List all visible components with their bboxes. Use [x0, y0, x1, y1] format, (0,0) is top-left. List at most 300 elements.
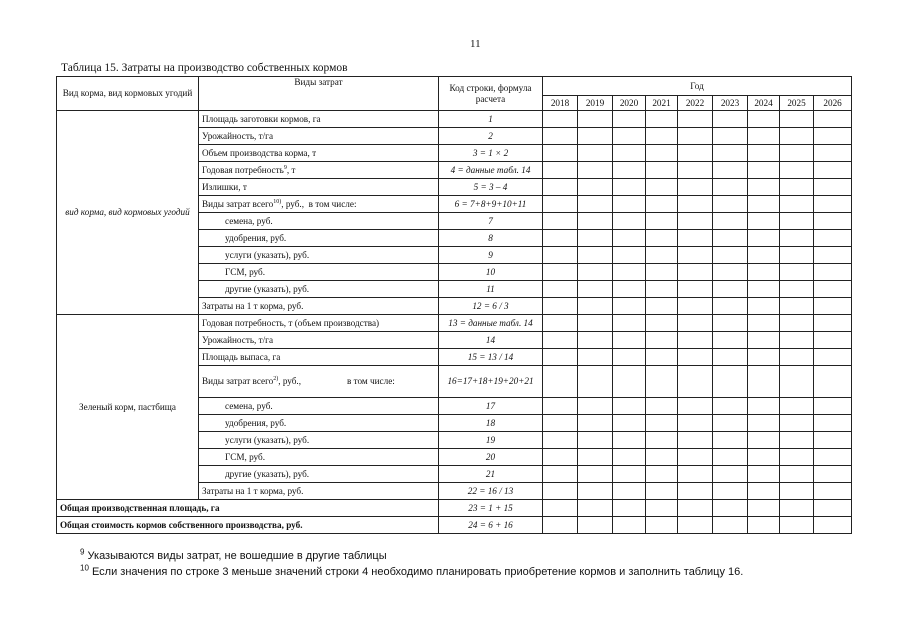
year-header: 2022: [678, 96, 713, 111]
value-cell[interactable]: [748, 449, 780, 466]
row-code-cell: 18: [439, 415, 543, 432]
value-cell[interactable]: [678, 500, 713, 517]
year-header: 2021: [646, 96, 678, 111]
value-cell[interactable]: [646, 500, 678, 517]
year-header: 2018: [543, 96, 578, 111]
value-cell[interactable]: [678, 332, 713, 349]
value-cell[interactable]: [678, 415, 713, 432]
cost-type-label: семена, руб.: [225, 400, 273, 411]
value-cell[interactable]: [713, 247, 748, 264]
value-cell[interactable]: [613, 247, 646, 264]
footnote-10: [80, 563, 744, 578]
value-cell[interactable]: [578, 281, 613, 298]
value-cell[interactable]: [578, 145, 613, 162]
value-cell[interactable]: [814, 213, 852, 230]
value-cell[interactable]: [713, 517, 748, 534]
table-row: [57, 111, 852, 128]
year-header: 2024: [748, 96, 780, 111]
value-cell[interactable]: [678, 483, 713, 500]
value-cell[interactable]: [613, 264, 646, 281]
value-cell[interactable]: [748, 500, 780, 517]
total-row: [57, 500, 852, 517]
value-cell[interactable]: [646, 264, 678, 281]
value-cell[interactable]: [543, 179, 578, 196]
footnote-text: Если значения по строке 3 меньше значений строки 4 необходимо планировать приобретение кормов и заполнить таблицу 16.: [91, 566, 744, 578]
value-cell[interactable]: [646, 247, 678, 264]
value-cell[interactable]: [748, 466, 780, 483]
value-cell[interactable]: [780, 247, 814, 264]
value-cell[interactable]: [543, 247, 578, 264]
header-year-group: Год: [543, 77, 852, 96]
value-cell[interactable]: [646, 196, 678, 213]
value-cell[interactable]: [780, 500, 814, 517]
value-cell[interactable]: [748, 213, 780, 230]
value-cell[interactable]: [814, 398, 852, 415]
row-code-cell: 8: [439, 230, 543, 247]
value-cell[interactable]: [713, 315, 748, 332]
value-cell[interactable]: [780, 230, 814, 247]
value-cell[interactable]: [646, 315, 678, 332]
value-cell[interactable]: [613, 366, 646, 398]
value-cell[interactable]: [543, 483, 578, 500]
value-cell[interactable]: [814, 179, 852, 196]
value-cell[interactable]: [814, 264, 852, 281]
value-cell[interactable]: [578, 230, 613, 247]
value-cell[interactable]: [578, 415, 613, 432]
value-cell[interactable]: [613, 128, 646, 145]
value-cell[interactable]: [713, 500, 748, 517]
value-cell[interactable]: [678, 128, 713, 145]
value-cell[interactable]: [780, 179, 814, 196]
value-cell[interactable]: [646, 449, 678, 466]
cost-type-label-tail: , руб., в том числе:: [278, 376, 395, 387]
value-cell[interactable]: [678, 315, 713, 332]
value-cell[interactable]: [814, 298, 852, 315]
value-cell[interactable]: [814, 281, 852, 298]
row-code-cell: 23 = 1 + 15: [439, 500, 543, 517]
value-cell[interactable]: [613, 315, 646, 332]
cost-type-cell: [199, 213, 439, 230]
value-cell[interactable]: [578, 366, 613, 398]
value-cell[interactable]: [646, 145, 678, 162]
value-cell[interactable]: [613, 230, 646, 247]
value-cell[interactable]: [578, 213, 613, 230]
header-row: [57, 77, 852, 96]
value-cell[interactable]: [748, 247, 780, 264]
value-cell[interactable]: [780, 213, 814, 230]
value-cell[interactable]: [646, 398, 678, 415]
value-cell[interactable]: [780, 264, 814, 281]
value-cell[interactable]: [678, 517, 713, 534]
value-cell[interactable]: [578, 500, 613, 517]
cost-type-label: Урожайность, т/га: [202, 130, 274, 141]
value-cell[interactable]: [543, 162, 578, 179]
value-cell[interactable]: [578, 298, 613, 315]
value-cell[interactable]: [613, 111, 646, 128]
value-cell[interactable]: [578, 196, 613, 213]
value-cell[interactable]: [780, 128, 814, 145]
footnote-mark: 9: [80, 547, 85, 557]
value-cell[interactable]: [748, 230, 780, 247]
row-code-cell: 1: [439, 111, 543, 128]
year-header: 2020: [613, 96, 646, 111]
value-cell[interactable]: [748, 432, 780, 449]
value-cell[interactable]: [748, 517, 780, 534]
value-cell[interactable]: [678, 349, 713, 366]
value-cell[interactable]: [748, 128, 780, 145]
cost-type-cell: [199, 449, 439, 466]
value-cell[interactable]: [578, 517, 613, 534]
value-cell[interactable]: [814, 415, 852, 432]
value-cell[interactable]: [613, 162, 646, 179]
value-cell[interactable]: [814, 145, 852, 162]
cost-type-label: удобрения, руб.: [225, 232, 287, 243]
cost-type-cell: [199, 281, 439, 298]
crop-group-label: Зеленый корм, пастбища: [57, 315, 199, 500]
value-cell[interactable]: [543, 298, 578, 315]
value-cell[interactable]: [613, 179, 646, 196]
value-cell[interactable]: [713, 349, 748, 366]
value-cell[interactable]: [748, 162, 780, 179]
value-cell[interactable]: [646, 298, 678, 315]
value-cell[interactable]: [713, 264, 748, 281]
year-header: 2019: [578, 96, 613, 111]
cost-type-label: Затраты на 1 т корма, руб.: [202, 300, 304, 311]
cost-type-label: Виды затрат всего: [202, 376, 274, 387]
value-cell[interactable]: [646, 128, 678, 145]
cost-type-cell: [199, 145, 439, 162]
table-row: [57, 315, 852, 332]
cost-type-cell: [199, 179, 439, 196]
value-cell[interactable]: [713, 230, 748, 247]
row-code-cell: 9: [439, 247, 543, 264]
value-cell[interactable]: [814, 432, 852, 449]
value-cell[interactable]: [780, 332, 814, 349]
value-cell[interactable]: [646, 230, 678, 247]
cost-type-cell: [199, 230, 439, 247]
value-cell[interactable]: [748, 145, 780, 162]
row-code-cell: 6 = 7+8+9+10+11: [439, 196, 543, 213]
value-cell[interactable]: [646, 332, 678, 349]
cost-type-label: семена, руб.: [225, 215, 273, 226]
value-cell[interactable]: [678, 196, 713, 213]
value-cell[interactable]: [613, 466, 646, 483]
cost-type-cell: [199, 366, 439, 398]
value-cell[interactable]: [814, 466, 852, 483]
value-cell[interactable]: [578, 398, 613, 415]
row-code-cell: 12 = 6 / 3: [439, 298, 543, 315]
row-code-cell: 10: [439, 264, 543, 281]
value-cell[interactable]: [748, 179, 780, 196]
value-cell[interactable]: [578, 432, 613, 449]
value-cell[interactable]: [713, 213, 748, 230]
value-cell[interactable]: [780, 349, 814, 366]
value-cell[interactable]: [646, 415, 678, 432]
value-cell[interactable]: [646, 111, 678, 128]
value-cell[interactable]: [748, 111, 780, 128]
cost-type-cell: [199, 332, 439, 349]
year-header: 2026: [814, 96, 852, 111]
value-cell[interactable]: [748, 298, 780, 315]
value-cell[interactable]: [780, 315, 814, 332]
row-code-cell: 19: [439, 432, 543, 449]
cost-type-label: услуги (указать), руб.: [225, 249, 310, 260]
value-cell[interactable]: [748, 264, 780, 281]
value-cell[interactable]: [543, 449, 578, 466]
value-cell[interactable]: [780, 196, 814, 213]
value-cell[interactable]: [678, 281, 713, 298]
footnote-mark: 10: [80, 563, 89, 573]
value-cell[interactable]: [780, 366, 814, 398]
footnote-9: [80, 547, 387, 562]
value-cell[interactable]: [646, 213, 678, 230]
value-cell[interactable]: [543, 213, 578, 230]
value-cell[interactable]: [713, 466, 748, 483]
value-cell[interactable]: [613, 332, 646, 349]
cost-type-label: удобрения, руб.: [225, 417, 287, 428]
value-cell[interactable]: [613, 432, 646, 449]
value-cell[interactable]: [713, 398, 748, 415]
cost-type-cell: [199, 162, 439, 179]
value-cell[interactable]: [578, 483, 613, 500]
row-code-cell: 7: [439, 213, 543, 230]
value-cell[interactable]: [578, 247, 613, 264]
value-cell[interactable]: [543, 500, 578, 517]
value-cell[interactable]: [678, 111, 713, 128]
value-cell[interactable]: [678, 466, 713, 483]
value-cell[interactable]: [713, 179, 748, 196]
value-cell[interactable]: [780, 449, 814, 466]
cost-type-label: ГСМ, руб.: [225, 266, 265, 277]
header-row-code: Код строки, формула расчета: [439, 77, 543, 111]
cost-type-cell: [199, 315, 439, 332]
costs-table: [56, 76, 852, 534]
cost-type-cell: [199, 415, 439, 432]
value-cell[interactable]: [613, 196, 646, 213]
header-crop-type: Вид корма, вид кормовых угодий: [57, 77, 199, 111]
value-cell[interactable]: [780, 162, 814, 179]
value-cell[interactable]: [646, 483, 678, 500]
value-cell[interactable]: [543, 415, 578, 432]
value-cell[interactable]: [814, 483, 852, 500]
value-cell[interactable]: [613, 281, 646, 298]
value-cell[interactable]: [678, 298, 713, 315]
value-cell[interactable]: [578, 179, 613, 196]
cost-type-label: Годовая потребность, т (объем производства): [202, 317, 380, 328]
value-cell[interactable]: [780, 432, 814, 449]
value-cell[interactable]: [613, 449, 646, 466]
value-cell[interactable]: [780, 398, 814, 415]
value-cell[interactable]: [543, 517, 578, 534]
value-cell[interactable]: [646, 349, 678, 366]
cost-type-label: другие (указать), руб.: [225, 468, 310, 479]
value-cell[interactable]: [748, 196, 780, 213]
value-cell[interactable]: [814, 162, 852, 179]
value-cell[interactable]: [678, 449, 713, 466]
cost-type-cell: [199, 128, 439, 145]
value-cell[interactable]: [543, 466, 578, 483]
value-cell[interactable]: [780, 145, 814, 162]
value-cell[interactable]: [713, 366, 748, 398]
row-code-cell: 21: [439, 466, 543, 483]
value-cell[interactable]: [814, 366, 852, 398]
table-caption: Таблица 15. Затраты на производство собственных кормов: [61, 62, 348, 74]
value-cell[interactable]: [780, 298, 814, 315]
value-cell[interactable]: [613, 298, 646, 315]
value-cell[interactable]: [780, 483, 814, 500]
value-cell[interactable]: [613, 398, 646, 415]
value-cell[interactable]: [646, 179, 678, 196]
value-cell[interactable]: [543, 196, 578, 213]
value-cell[interactable]: [543, 332, 578, 349]
value-cell[interactable]: [678, 398, 713, 415]
value-cell[interactable]: [713, 432, 748, 449]
row-code-cell: 24 = 6 + 16: [439, 517, 543, 534]
value-cell[interactable]: [814, 196, 852, 213]
value-cell[interactable]: [678, 179, 713, 196]
page-number: 11: [470, 38, 481, 50]
cost-type-label: Излишки, т: [202, 181, 247, 192]
value-cell[interactable]: [613, 213, 646, 230]
value-cell[interactable]: [713, 162, 748, 179]
value-cell[interactable]: [748, 398, 780, 415]
cost-type-cell: [199, 111, 439, 128]
value-cell[interactable]: [543, 349, 578, 366]
cost-type-label: Затраты на 1 т корма, руб.: [202, 485, 304, 496]
cost-type-cell: [199, 398, 439, 415]
value-cell[interactable]: [713, 298, 748, 315]
value-cell[interactable]: [543, 398, 578, 415]
value-cell[interactable]: [748, 483, 780, 500]
value-cell[interactable]: [678, 230, 713, 247]
value-cell[interactable]: [578, 264, 613, 281]
value-cell[interactable]: [646, 162, 678, 179]
cost-type-label: ГСМ, руб.: [225, 451, 265, 462]
value-cell[interactable]: [646, 432, 678, 449]
value-cell[interactable]: [780, 466, 814, 483]
value-cell[interactable]: [613, 483, 646, 500]
value-cell[interactable]: [713, 449, 748, 466]
value-cell[interactable]: [543, 111, 578, 128]
value-cell[interactable]: [543, 432, 578, 449]
value-cell[interactable]: [713, 281, 748, 298]
value-cell[interactable]: [780, 517, 814, 534]
cost-type-cell: [199, 466, 439, 483]
row-code-cell: 2: [439, 128, 543, 145]
row-code-cell: 22 = 16 / 13: [439, 483, 543, 500]
value-cell[interactable]: [678, 366, 713, 398]
value-cell[interactable]: [678, 145, 713, 162]
value-cell[interactable]: [713, 128, 748, 145]
value-cell[interactable]: [713, 196, 748, 213]
cost-type-label: Площадь заготовки кормов, га: [202, 113, 321, 124]
value-cell[interactable]: [678, 247, 713, 264]
cost-type-cell: [199, 196, 439, 213]
cost-type-cell: [199, 264, 439, 281]
year-header: 2025: [780, 96, 814, 111]
cost-type-label: Урожайность, т/га: [202, 334, 274, 345]
cost-type-cell: [199, 247, 439, 264]
value-cell[interactable]: [748, 315, 780, 332]
value-cell[interactable]: [713, 111, 748, 128]
value-cell[interactable]: [713, 332, 748, 349]
value-cell[interactable]: [613, 349, 646, 366]
row-code-cell: 3 = 1 × 2: [439, 145, 543, 162]
value-cell[interactable]: [814, 449, 852, 466]
row-code-cell: 5 = 3 – 4: [439, 179, 543, 196]
value-cell[interactable]: [780, 111, 814, 128]
value-cell[interactable]: [578, 315, 613, 332]
value-cell[interactable]: [678, 213, 713, 230]
footnote-ref: 9: [283, 164, 287, 171]
value-cell[interactable]: [713, 483, 748, 500]
value-cell[interactable]: [814, 230, 852, 247]
value-cell[interactable]: [543, 366, 578, 398]
value-cell[interactable]: [543, 128, 578, 145]
value-cell[interactable]: [543, 230, 578, 247]
value-cell[interactable]: [578, 466, 613, 483]
cost-type-cell: [199, 349, 439, 366]
value-cell[interactable]: [646, 281, 678, 298]
value-cell[interactable]: [578, 128, 613, 145]
value-cell[interactable]: [814, 349, 852, 366]
value-cell[interactable]: [613, 415, 646, 432]
value-cell[interactable]: [543, 315, 578, 332]
value-cell[interactable]: [613, 145, 646, 162]
value-cell[interactable]: [578, 349, 613, 366]
value-cell[interactable]: [646, 517, 678, 534]
value-cell[interactable]: [578, 162, 613, 179]
value-cell[interactable]: [578, 449, 613, 466]
value-cell[interactable]: [713, 145, 748, 162]
value-cell[interactable]: [578, 111, 613, 128]
value-cell[interactable]: [814, 517, 852, 534]
value-cell[interactable]: [814, 332, 852, 349]
row-code-cell: 17: [439, 398, 543, 415]
row-code-cell: 11: [439, 281, 543, 298]
value-cell[interactable]: [678, 162, 713, 179]
value-cell[interactable]: [780, 415, 814, 432]
value-cell[interactable]: [748, 415, 780, 432]
value-cell[interactable]: [780, 281, 814, 298]
value-cell[interactable]: [814, 111, 852, 128]
row-code-cell: 20: [439, 449, 543, 466]
value-cell[interactable]: [814, 500, 852, 517]
value-cell[interactable]: [678, 264, 713, 281]
row-code-cell: 13 = данные табл. 14: [439, 315, 543, 332]
value-cell[interactable]: [543, 281, 578, 298]
value-cell[interactable]: [814, 128, 852, 145]
value-cell[interactable]: [748, 349, 780, 366]
value-cell[interactable]: [578, 332, 613, 349]
value-cell[interactable]: [814, 247, 852, 264]
cost-type-label: Годовая потребность: [202, 164, 284, 175]
value-cell[interactable]: [814, 315, 852, 332]
value-cell[interactable]: [713, 415, 748, 432]
value-cell[interactable]: [543, 264, 578, 281]
value-cell[interactable]: [613, 500, 646, 517]
cost-type-cell: [199, 432, 439, 449]
value-cell[interactable]: [613, 517, 646, 534]
value-cell[interactable]: [748, 332, 780, 349]
cost-type-label: услуги (указать), руб.: [225, 434, 310, 445]
value-cell[interactable]: [748, 281, 780, 298]
value-cell[interactable]: [646, 366, 678, 398]
value-cell[interactable]: [646, 466, 678, 483]
value-cell[interactable]: [748, 366, 780, 398]
value-cell[interactable]: [543, 145, 578, 162]
value-cell[interactable]: [678, 432, 713, 449]
